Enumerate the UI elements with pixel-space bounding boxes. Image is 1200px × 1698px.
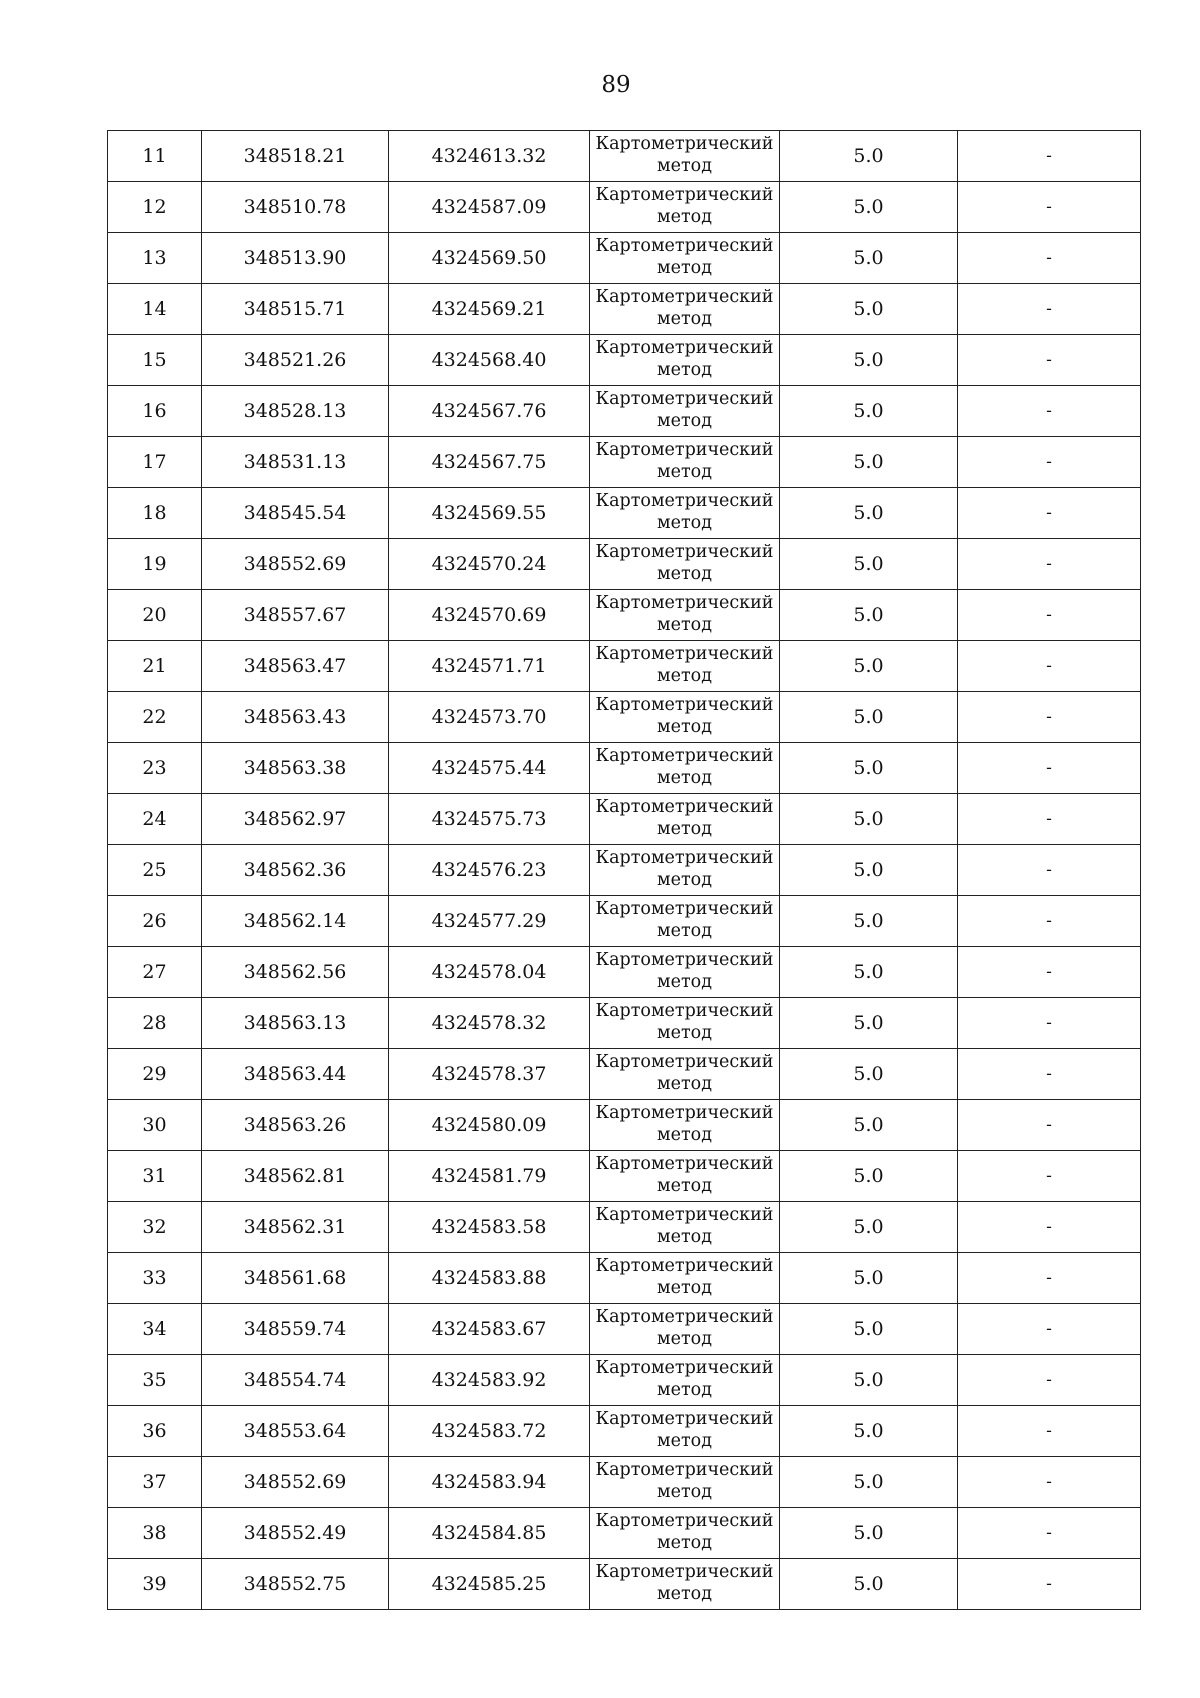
- note-cell: -: [958, 947, 1141, 998]
- coordinates-table: [107, 130, 1141, 1610]
- table-row: [108, 1559, 1141, 1610]
- note-cell: -: [958, 131, 1141, 182]
- table-row: [108, 233, 1141, 284]
- note-cell: -: [958, 335, 1141, 386]
- method-line-2: метод: [657, 819, 712, 839]
- note-cell: -: [958, 845, 1141, 896]
- method-line-2: метод: [657, 870, 712, 890]
- table-row: [108, 488, 1141, 539]
- point-number-cell: 16: [108, 386, 202, 437]
- method-cell: [590, 947, 780, 998]
- accuracy-cell: 5.0: [780, 1049, 958, 1100]
- accuracy-cell: 5.0: [780, 590, 958, 641]
- accuracy-cell: 5.0: [780, 1100, 958, 1151]
- table-row: [108, 590, 1141, 641]
- note-cell: -: [958, 1253, 1141, 1304]
- table-row: [108, 1100, 1141, 1151]
- method-cell: [590, 1202, 780, 1253]
- method-line-1: Картометрический: [595, 1511, 774, 1531]
- accuracy-cell: 5.0: [780, 998, 958, 1049]
- x-coordinate-cell: 348562.36: [202, 845, 389, 896]
- x-coordinate-cell: 348510.78: [202, 182, 389, 233]
- x-coordinate-cell: 348521.26: [202, 335, 389, 386]
- table-row: [108, 131, 1141, 182]
- note-cell: -: [958, 284, 1141, 335]
- y-coordinate-cell: 4324570.69: [389, 590, 590, 641]
- accuracy-cell: 5.0: [780, 1457, 958, 1508]
- point-number-cell: 20: [108, 590, 202, 641]
- method-cell: [590, 1304, 780, 1355]
- x-coordinate-cell: 348563.47: [202, 641, 389, 692]
- method-line-1: Картометрический: [595, 134, 774, 154]
- method-line-1: Картометрический: [595, 440, 774, 460]
- method-line-2: метод: [657, 360, 712, 380]
- accuracy-cell: 5.0: [780, 488, 958, 539]
- point-number-cell: 36: [108, 1406, 202, 1457]
- x-coordinate-cell: 348561.68: [202, 1253, 389, 1304]
- x-coordinate-cell: 348531.13: [202, 437, 389, 488]
- method-line-1: Картометрический: [595, 797, 774, 817]
- point-number-cell: 27: [108, 947, 202, 998]
- accuracy-cell: 5.0: [780, 743, 958, 794]
- method-cell: [590, 1457, 780, 1508]
- x-coordinate-cell: 348552.49: [202, 1508, 389, 1559]
- table-row: [108, 743, 1141, 794]
- note-cell: -: [958, 1151, 1141, 1202]
- y-coordinate-cell: 4324583.58: [389, 1202, 590, 1253]
- note-cell: -: [958, 539, 1141, 590]
- accuracy-cell: 5.0: [780, 1253, 958, 1304]
- method-line-2: метод: [657, 258, 712, 278]
- y-coordinate-cell: 4324584.85: [389, 1508, 590, 1559]
- method-line-1: Картометрический: [595, 1358, 774, 1378]
- method-line-2: метод: [657, 411, 712, 431]
- note-cell: -: [958, 1406, 1141, 1457]
- method-line-1: Картометрический: [595, 1001, 774, 1021]
- y-coordinate-cell: 4324578.37: [389, 1049, 590, 1100]
- table-row: [108, 845, 1141, 896]
- accuracy-cell: 5.0: [780, 335, 958, 386]
- method-line-2: метод: [657, 1431, 712, 1451]
- point-number-cell: 30: [108, 1100, 202, 1151]
- y-coordinate-cell: 4324583.88: [389, 1253, 590, 1304]
- table-row: [108, 335, 1141, 386]
- table-row: [108, 1049, 1141, 1100]
- method-line-1: Картометрический: [595, 1103, 774, 1123]
- point-number-cell: 13: [108, 233, 202, 284]
- point-number-cell: 29: [108, 1049, 202, 1100]
- note-cell: -: [958, 998, 1141, 1049]
- table-row: [108, 641, 1141, 692]
- y-coordinate-cell: 4324569.21: [389, 284, 590, 335]
- method-line-2: метод: [657, 564, 712, 584]
- table-row: [108, 794, 1141, 845]
- method-line-2: метод: [657, 1023, 712, 1043]
- accuracy-cell: 5.0: [780, 1151, 958, 1202]
- method-line-1: Картометрический: [595, 1562, 774, 1582]
- y-coordinate-cell: 4324578.32: [389, 998, 590, 1049]
- method-line-2: метод: [657, 972, 712, 992]
- x-coordinate-cell: 348562.97: [202, 794, 389, 845]
- point-number-cell: 19: [108, 539, 202, 590]
- method-cell: [590, 233, 780, 284]
- note-cell: -: [958, 590, 1141, 641]
- method-line-2: метод: [657, 1125, 712, 1145]
- table-row: [108, 437, 1141, 488]
- y-coordinate-cell: 4324567.75: [389, 437, 590, 488]
- x-coordinate-cell: 348562.81: [202, 1151, 389, 1202]
- method-line-2: метод: [657, 1227, 712, 1247]
- method-line-2: метод: [657, 615, 712, 635]
- method-line-2: метод: [657, 1329, 712, 1349]
- method-cell: [590, 1355, 780, 1406]
- method-cell: [590, 335, 780, 386]
- note-cell: -: [958, 794, 1141, 845]
- point-number-cell: 18: [108, 488, 202, 539]
- method-line-1: Картометрический: [595, 542, 774, 562]
- y-coordinate-cell: 4324580.09: [389, 1100, 590, 1151]
- table-row: [108, 692, 1141, 743]
- method-cell: [590, 692, 780, 743]
- y-coordinate-cell: 4324573.70: [389, 692, 590, 743]
- note-cell: -: [958, 386, 1141, 437]
- method-cell: [590, 488, 780, 539]
- method-cell: [590, 998, 780, 1049]
- note-cell: -: [958, 488, 1141, 539]
- y-coordinate-cell: 4324587.09: [389, 182, 590, 233]
- point-number-cell: 23: [108, 743, 202, 794]
- method-line-2: метод: [657, 666, 712, 686]
- x-coordinate-cell: 348515.71: [202, 284, 389, 335]
- note-cell: -: [958, 641, 1141, 692]
- method-line-1: Картометрический: [595, 236, 774, 256]
- method-cell: [590, 539, 780, 590]
- y-coordinate-cell: 4324581.79: [389, 1151, 590, 1202]
- method-line-2: метод: [657, 768, 712, 788]
- point-number-cell: 17: [108, 437, 202, 488]
- method-line-2: метод: [657, 462, 712, 482]
- note-cell: -: [958, 896, 1141, 947]
- y-coordinate-cell: 4324568.40: [389, 335, 590, 386]
- method-line-2: метод: [657, 309, 712, 329]
- accuracy-cell: 5.0: [780, 437, 958, 488]
- point-number-cell: 26: [108, 896, 202, 947]
- point-number-cell: 11: [108, 131, 202, 182]
- method-line-1: Картометрический: [595, 287, 774, 307]
- method-line-2: метод: [657, 156, 712, 176]
- point-number-cell: 22: [108, 692, 202, 743]
- method-line-1: Картометрический: [595, 746, 774, 766]
- accuracy-cell: 5.0: [780, 692, 958, 743]
- accuracy-cell: 5.0: [780, 386, 958, 437]
- x-coordinate-cell: 348562.14: [202, 896, 389, 947]
- y-coordinate-cell: 4324569.55: [389, 488, 590, 539]
- table-row: [108, 998, 1141, 1049]
- note-cell: -: [958, 233, 1141, 284]
- method-line-1: Картометрический: [595, 1052, 774, 1072]
- method-cell: [590, 743, 780, 794]
- method-line-1: Картометрический: [595, 1409, 774, 1429]
- y-coordinate-cell: 4324577.29: [389, 896, 590, 947]
- table-row: [108, 1355, 1141, 1406]
- y-coordinate-cell: 4324569.50: [389, 233, 590, 284]
- y-coordinate-cell: 4324583.94: [389, 1457, 590, 1508]
- method-line-2: метод: [657, 207, 712, 227]
- y-coordinate-cell: 4324585.25: [389, 1559, 590, 1610]
- method-line-2: метод: [657, 1380, 712, 1400]
- point-number-cell: 33: [108, 1253, 202, 1304]
- accuracy-cell: 5.0: [780, 1202, 958, 1253]
- accuracy-cell: 5.0: [780, 233, 958, 284]
- y-coordinate-cell: 4324578.04: [389, 947, 590, 998]
- y-coordinate-cell: 4324571.71: [389, 641, 590, 692]
- method-cell: [590, 182, 780, 233]
- table-row: [108, 1253, 1141, 1304]
- point-number-cell: 35: [108, 1355, 202, 1406]
- accuracy-cell: 5.0: [780, 182, 958, 233]
- method-line-2: метод: [657, 1278, 712, 1298]
- method-line-1: Картометрический: [595, 848, 774, 868]
- table-row: [108, 1406, 1141, 1457]
- method-line-2: метод: [657, 717, 712, 737]
- note-cell: -: [958, 692, 1141, 743]
- method-line-1: Картометрический: [595, 593, 774, 613]
- note-cell: -: [958, 1508, 1141, 1559]
- point-number-cell: 34: [108, 1304, 202, 1355]
- accuracy-cell: 5.0: [780, 539, 958, 590]
- method-line-1: Картометрический: [595, 185, 774, 205]
- method-line-1: Картометрический: [595, 899, 774, 919]
- page-number: 89: [601, 72, 631, 98]
- method-line-2: метод: [657, 513, 712, 533]
- table-row: [108, 182, 1141, 233]
- table-row: [108, 284, 1141, 335]
- method-line-1: Картометрический: [595, 1256, 774, 1276]
- accuracy-cell: 5.0: [780, 896, 958, 947]
- table-row: [108, 947, 1141, 998]
- table-row: [108, 1202, 1141, 1253]
- x-coordinate-cell: 348563.44: [202, 1049, 389, 1100]
- coordinates-table-body: [108, 131, 1141, 1610]
- point-number-cell: 24: [108, 794, 202, 845]
- method-line-1: Картометрический: [595, 1307, 774, 1327]
- y-coordinate-cell: 4324583.92: [389, 1355, 590, 1406]
- method-cell: [590, 1253, 780, 1304]
- y-coordinate-cell: 4324613.32: [389, 131, 590, 182]
- method-line-2: метод: [657, 1482, 712, 1502]
- method-line-1: Картометрический: [595, 1154, 774, 1174]
- accuracy-cell: 5.0: [780, 284, 958, 335]
- method-line-2: метод: [657, 1074, 712, 1094]
- table-row: [108, 1457, 1141, 1508]
- point-number-cell: 32: [108, 1202, 202, 1253]
- y-coordinate-cell: 4324583.72: [389, 1406, 590, 1457]
- note-cell: -: [958, 1049, 1141, 1100]
- x-coordinate-cell: 348563.43: [202, 692, 389, 743]
- point-number-cell: 28: [108, 998, 202, 1049]
- accuracy-cell: 5.0: [780, 1304, 958, 1355]
- table-row: [108, 539, 1141, 590]
- method-cell: [590, 386, 780, 437]
- y-coordinate-cell: 4324583.67: [389, 1304, 590, 1355]
- x-coordinate-cell: 348545.54: [202, 488, 389, 539]
- y-coordinate-cell: 4324575.73: [389, 794, 590, 845]
- x-coordinate-cell: 348562.31: [202, 1202, 389, 1253]
- x-coordinate-cell: 348563.13: [202, 998, 389, 1049]
- method-line-1: Картометрический: [595, 491, 774, 511]
- x-coordinate-cell: 348554.74: [202, 1355, 389, 1406]
- x-coordinate-cell: 348557.67: [202, 590, 389, 641]
- method-line-1: Картометрический: [595, 644, 774, 664]
- x-coordinate-cell: 348552.69: [202, 1457, 389, 1508]
- x-coordinate-cell: 348513.90: [202, 233, 389, 284]
- point-number-cell: 21: [108, 641, 202, 692]
- accuracy-cell: 5.0: [780, 1406, 958, 1457]
- accuracy-cell: 5.0: [780, 641, 958, 692]
- note-cell: -: [958, 1355, 1141, 1406]
- x-coordinate-cell: 348528.13: [202, 386, 389, 437]
- x-coordinate-cell: 348562.56: [202, 947, 389, 998]
- accuracy-cell: 5.0: [780, 131, 958, 182]
- method-cell: [590, 284, 780, 335]
- method-cell: [590, 1049, 780, 1100]
- note-cell: -: [958, 1457, 1141, 1508]
- method-line-1: Картометрический: [595, 338, 774, 358]
- method-cell: [590, 794, 780, 845]
- y-coordinate-cell: 4324576.23: [389, 845, 590, 896]
- method-line-1: Картометрический: [595, 1205, 774, 1225]
- point-number-cell: 39: [108, 1559, 202, 1610]
- table-row: [108, 1151, 1141, 1202]
- x-coordinate-cell: 348552.75: [202, 1559, 389, 1610]
- accuracy-cell: 5.0: [780, 1508, 958, 1559]
- x-coordinate-cell: 348563.38: [202, 743, 389, 794]
- method-line-2: метод: [657, 1584, 712, 1604]
- point-number-cell: 25: [108, 845, 202, 896]
- method-cell: [590, 590, 780, 641]
- x-coordinate-cell: 348552.69: [202, 539, 389, 590]
- accuracy-cell: 5.0: [780, 1559, 958, 1610]
- method-cell: [590, 1100, 780, 1151]
- point-number-cell: 15: [108, 335, 202, 386]
- method-line-2: метод: [657, 1176, 712, 1196]
- method-cell: [590, 896, 780, 947]
- note-cell: -: [958, 182, 1141, 233]
- accuracy-cell: 5.0: [780, 794, 958, 845]
- table-row: [108, 1304, 1141, 1355]
- method-cell: [590, 437, 780, 488]
- x-coordinate-cell: 348518.21: [202, 131, 389, 182]
- method-line-1: Картометрический: [595, 695, 774, 715]
- accuracy-cell: 5.0: [780, 845, 958, 896]
- point-number-cell: 12: [108, 182, 202, 233]
- y-coordinate-cell: 4324567.76: [389, 386, 590, 437]
- method-line-1: Картометрический: [595, 389, 774, 409]
- method-line-1: Картометрический: [595, 1460, 774, 1480]
- method-cell: [590, 1406, 780, 1457]
- table-row: [108, 1508, 1141, 1559]
- accuracy-cell: 5.0: [780, 1355, 958, 1406]
- accuracy-cell: 5.0: [780, 947, 958, 998]
- note-cell: -: [958, 1202, 1141, 1253]
- method-cell: [590, 1508, 780, 1559]
- x-coordinate-cell: 348559.74: [202, 1304, 389, 1355]
- table-row: [108, 896, 1141, 947]
- method-cell: [590, 845, 780, 896]
- point-number-cell: 38: [108, 1508, 202, 1559]
- point-number-cell: 31: [108, 1151, 202, 1202]
- method-cell: [590, 641, 780, 692]
- method-cell: [590, 1559, 780, 1610]
- method-cell: [590, 1151, 780, 1202]
- y-coordinate-cell: 4324575.44: [389, 743, 590, 794]
- note-cell: -: [958, 1100, 1141, 1151]
- note-cell: -: [958, 1304, 1141, 1355]
- note-cell: -: [958, 437, 1141, 488]
- method-line-1: Картометрический: [595, 950, 774, 970]
- point-number-cell: 37: [108, 1457, 202, 1508]
- method-cell: [590, 131, 780, 182]
- method-line-2: метод: [657, 1533, 712, 1553]
- point-number-cell: 14: [108, 284, 202, 335]
- y-coordinate-cell: 4324570.24: [389, 539, 590, 590]
- table-row: [108, 386, 1141, 437]
- method-line-2: метод: [657, 921, 712, 941]
- note-cell: -: [958, 1559, 1141, 1610]
- x-coordinate-cell: 348563.26: [202, 1100, 389, 1151]
- x-coordinate-cell: 348553.64: [202, 1406, 389, 1457]
- note-cell: -: [958, 743, 1141, 794]
